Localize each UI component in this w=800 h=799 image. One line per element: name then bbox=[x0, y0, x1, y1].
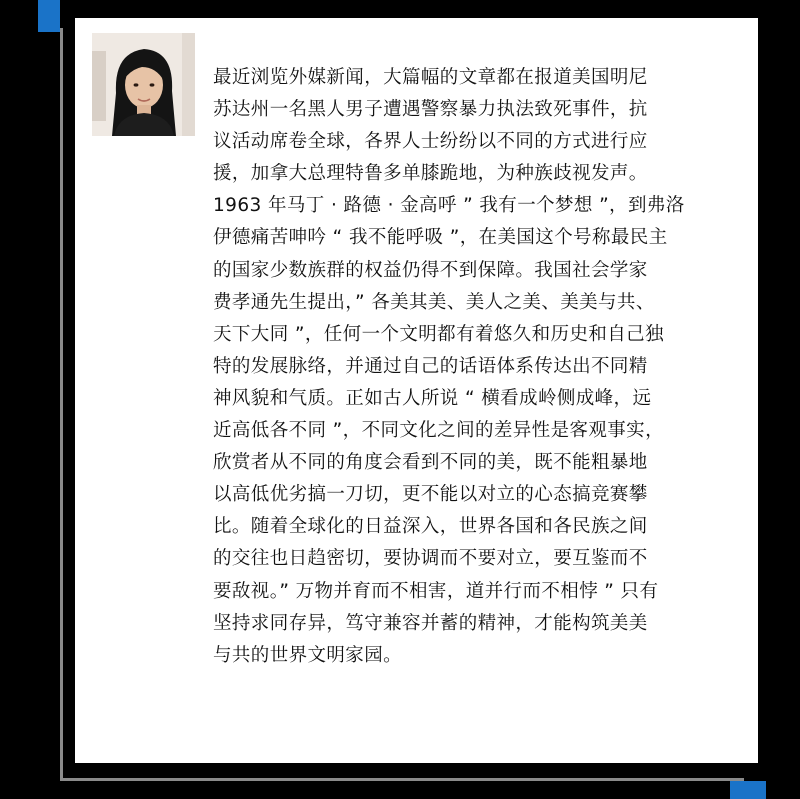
author-photo bbox=[92, 33, 195, 136]
portrait-photo-icon bbox=[92, 33, 195, 136]
frame-line-horizontal bbox=[60, 778, 744, 781]
article-card bbox=[75, 18, 758, 763]
accent-block-top bbox=[38, 0, 60, 32]
frame-line-vertical bbox=[60, 28, 63, 780]
article-text: 最近浏览外媒新闻，大篇幅的文章都在报道美国明尼 苏达州一名黑人男子遭遇警察暴力执法致死事件，抗 议活动席卷全球，各界人士纷纷以不同的方式进行应 援，加拿大总理特鲁多单膝跪地，为种族歧视发声。 1963 年马丁 · 路德 · 金高呼 ” 我有一个梦想 ”，到弗洛 伊德痛苦呻吟 “ 我不能呼吸 ”，在美国这个号称最民主 的国家少数族群的权益仍得不到保障。我国社会学家 费孝通先生提出，” 各美其美、美人之美、美美与共、 天下大同 ”，任何一个文明都有着悠久和历史和自己独 特的发展脉络，并通过自己的话语体系传达出不同精 神风貌和气质。正如古人所说 “ 横看成岭侧成峰，远 近高低各不同 ”，不同文化之间的差异性是客观事实， 欣赏者从不同的角度会看到不同的美，既不能粗暴地 以高低优劣搞一刀切，更不能以对立的心态搞竞赛攀 比。随着全球化的日益深入，世界各国和各民族之间 的交往也日趋密切，要协调而不要对立，要互鉴而不 要敌视。” 万物并育而不相害，道并行而不相悖 ” 只有 坚持求同存异，笃守兼容并蓄的精神，才能构筑美美 与共的世界文明家园。 bbox=[213, 67, 685, 666]
accent-block-bottom bbox=[730, 781, 766, 799]
